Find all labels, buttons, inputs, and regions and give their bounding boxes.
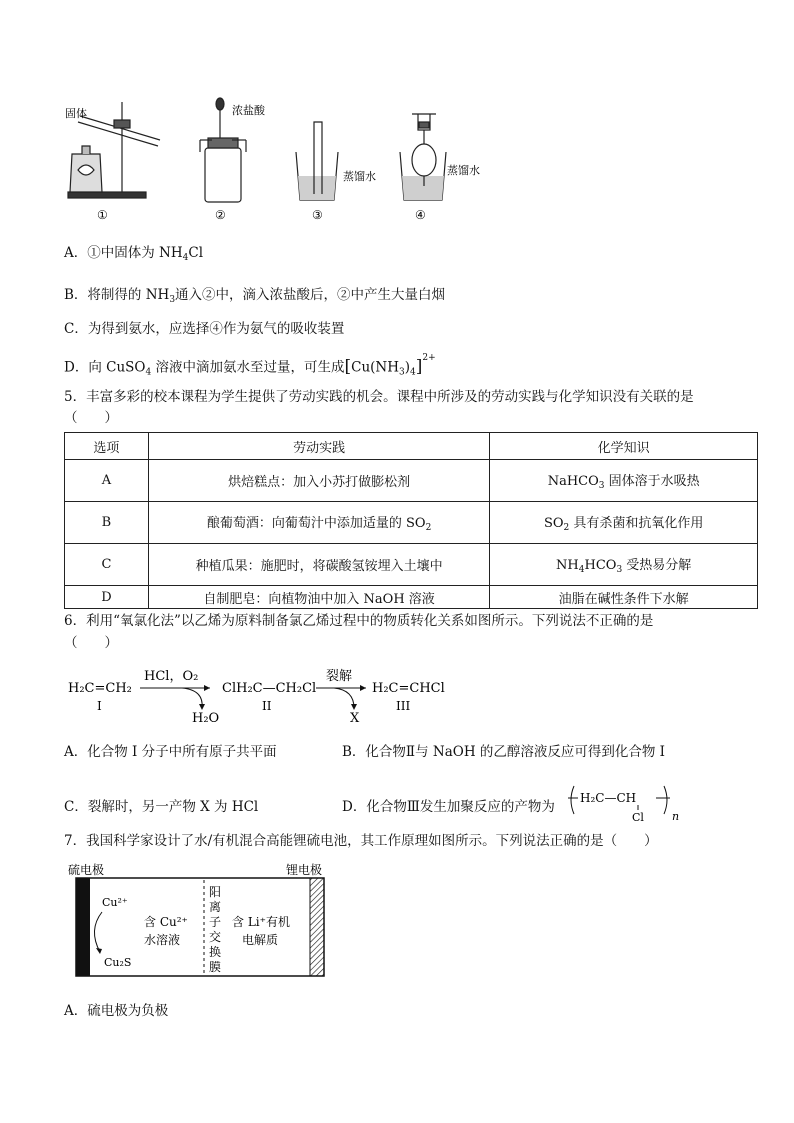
col-header: 选项 [65,433,149,460]
bracket-right-icon [664,786,667,814]
q7-option-a[interactable]: A．硫电极为负极 [64,1003,169,1019]
svg-text:换: 换 [209,945,222,959]
q4-option-d[interactable]: D．向 CuSO$_4$ 溶液中滴加氨水至过量，可生成$[Cu(NH_3)_4]^{2+}$ [64,353,436,378]
battery-diagram [64,860,334,985]
arrow-head-icon [204,685,210,691]
fig2-num: ② [215,208,226,222]
fig1-num: ① [97,208,108,222]
reagent-label: HCl，O₂ [144,669,199,684]
x-arrow [334,688,354,708]
sulfur-electrode [76,878,90,976]
q5-stem: 5．丰富多彩的校本课程为学生提供了劳动实践的机会。课程中所涉及的劳动实践与化学知识没有关联的是 [64,389,694,405]
option-cell: C [65,544,149,586]
compound-3: H₂C=CHCl [372,681,445,696]
fig4-label: 蒸馏水 [447,164,480,177]
knowledge-cell: NaHCO$_3$ 固体溶于水吸热 [490,460,758,502]
q7-stem: 7．我国科学家设计了水/有机混合高能锂硫电池，其工作原理如图所示。下列说法正确的是（ ） [64,833,658,849]
cu-ion-label: Cu²⁺ [102,896,128,909]
q6-reaction-scheme [64,664,464,728]
aqueous-line-2: 水溶液 [144,933,181,947]
col-header: 劳动实践 [148,433,489,460]
col-header: 化学知识 [490,433,758,460]
table-row [65,544,758,586]
svg-text:膜: 膜 [209,960,222,974]
option-cell: D [65,586,149,609]
reduction-arrow [94,912,102,952]
byproduct-x: X [350,711,360,726]
fig3-num: ③ [312,208,323,222]
knowledge-cell: $SO_2$ 具有杀菌和抗氧化作用 [490,502,758,544]
practice-cell: 烘焙糕点：加入小苏打做膨松剂 [148,460,489,502]
svg-text:离: 离 [209,900,222,914]
organic-line-2: 电解质 [242,933,279,947]
lithium-electrode [310,878,324,976]
bracket-left-icon [571,786,574,814]
lithium-electrode-label: 锂电极 [286,863,323,877]
svg-text:交: 交 [209,930,222,944]
polymer-main: H₂C—CH [580,791,637,805]
practice-cell: 种植瓜果：施肥时，将碳酸氢铵埋入土壤中 [148,544,489,586]
fig3-label: 蒸馏水 [343,170,376,183]
q5-paren: （ ） [64,410,118,426]
polymer-n: n [672,810,680,823]
option-cell: B [65,502,149,544]
apparatus-3 [296,122,338,200]
arrow-head-icon [96,948,102,954]
aqueous-line-1: 含 Cu²⁺ [144,915,188,929]
fig1-label: 固体 [65,107,87,120]
compound-1: H₂C=CH₂ [68,681,132,696]
arrow-head-icon [360,685,366,691]
apparatus-4 [400,114,446,200]
q6-paren: （ ） [64,635,118,651]
option-cell: A [65,460,149,502]
arrow-head-icon [351,704,357,710]
q4-option-b[interactable]: B．将制得的 $NH_3$通入②中，滴入浓盐酸后，②中产生大量白烟 [64,287,446,305]
compound-2-label: II [262,699,272,713]
table-row [65,586,758,609]
step2-label: 裂解 [326,669,353,684]
svg-text:阳: 阳 [209,885,222,899]
fig2-label: 浓盐酸 [232,104,265,117]
organic-line-1: 含 Li⁺有机 [232,915,290,929]
polymer-structure [562,780,692,824]
compound-1-label: I [97,699,102,713]
knowledge-cell: 油脂在碱性条件下水解 [490,586,758,609]
sulfur-electrode-label: 硫电极 [68,863,105,877]
polymer-substituent: Cl [632,811,644,824]
compound-3-label: III [396,699,411,713]
compound-2: ClH₂C—CH₂Cl [222,681,317,696]
q4-option-c[interactable]: C．为得到氨水，应选择④作为氨气的吸收装置 [64,321,345,337]
q6-option-d[interactable]: D．化合物Ⅲ发生加聚反应的产物为 [342,799,555,815]
q6-option-c[interactable]: C．裂解时，另一产物 X 为 HCl [64,799,259,815]
arrow-head-icon [199,704,205,710]
q6-stem: 6．利用“氧氯化法”以乙烯为原料制备氯乙烯过程中的物质转化关系如图所示。下列说法不正确的是 [64,613,654,629]
practice-cell: 酿葡萄酒：向葡萄汁中添加适量的 $SO_2$ [148,502,489,544]
apparatus-figure [60,92,500,227]
fig4-num: ④ [415,208,426,222]
svg-text:子: 子 [209,915,222,929]
byproduct-arrow [182,688,202,708]
q4-option-a[interactable]: A．①中固体为 $NH_4Cl$ [64,245,204,263]
practice-cell: 自制肥皂：向植物油中加入 NaOH 溶液 [148,586,489,609]
table-row [65,502,758,544]
q6-option-b[interactable]: B．化合物Ⅱ与 NaOH 的乙醇溶液反应可得到化合物 I [342,744,666,760]
table-row [65,460,758,502]
cu2s-label: Cu₂S [104,956,132,969]
table-header-row [65,433,758,460]
byproduct-water: H₂O [192,711,220,726]
q5-table [64,432,758,609]
knowledge-cell: $NH_4HCO_3$ 受热易分解 [490,544,758,586]
membrane-label [209,885,221,974]
q6-option-a[interactable]: A．化合物 I 分子中所有原子共平面 [64,744,277,760]
